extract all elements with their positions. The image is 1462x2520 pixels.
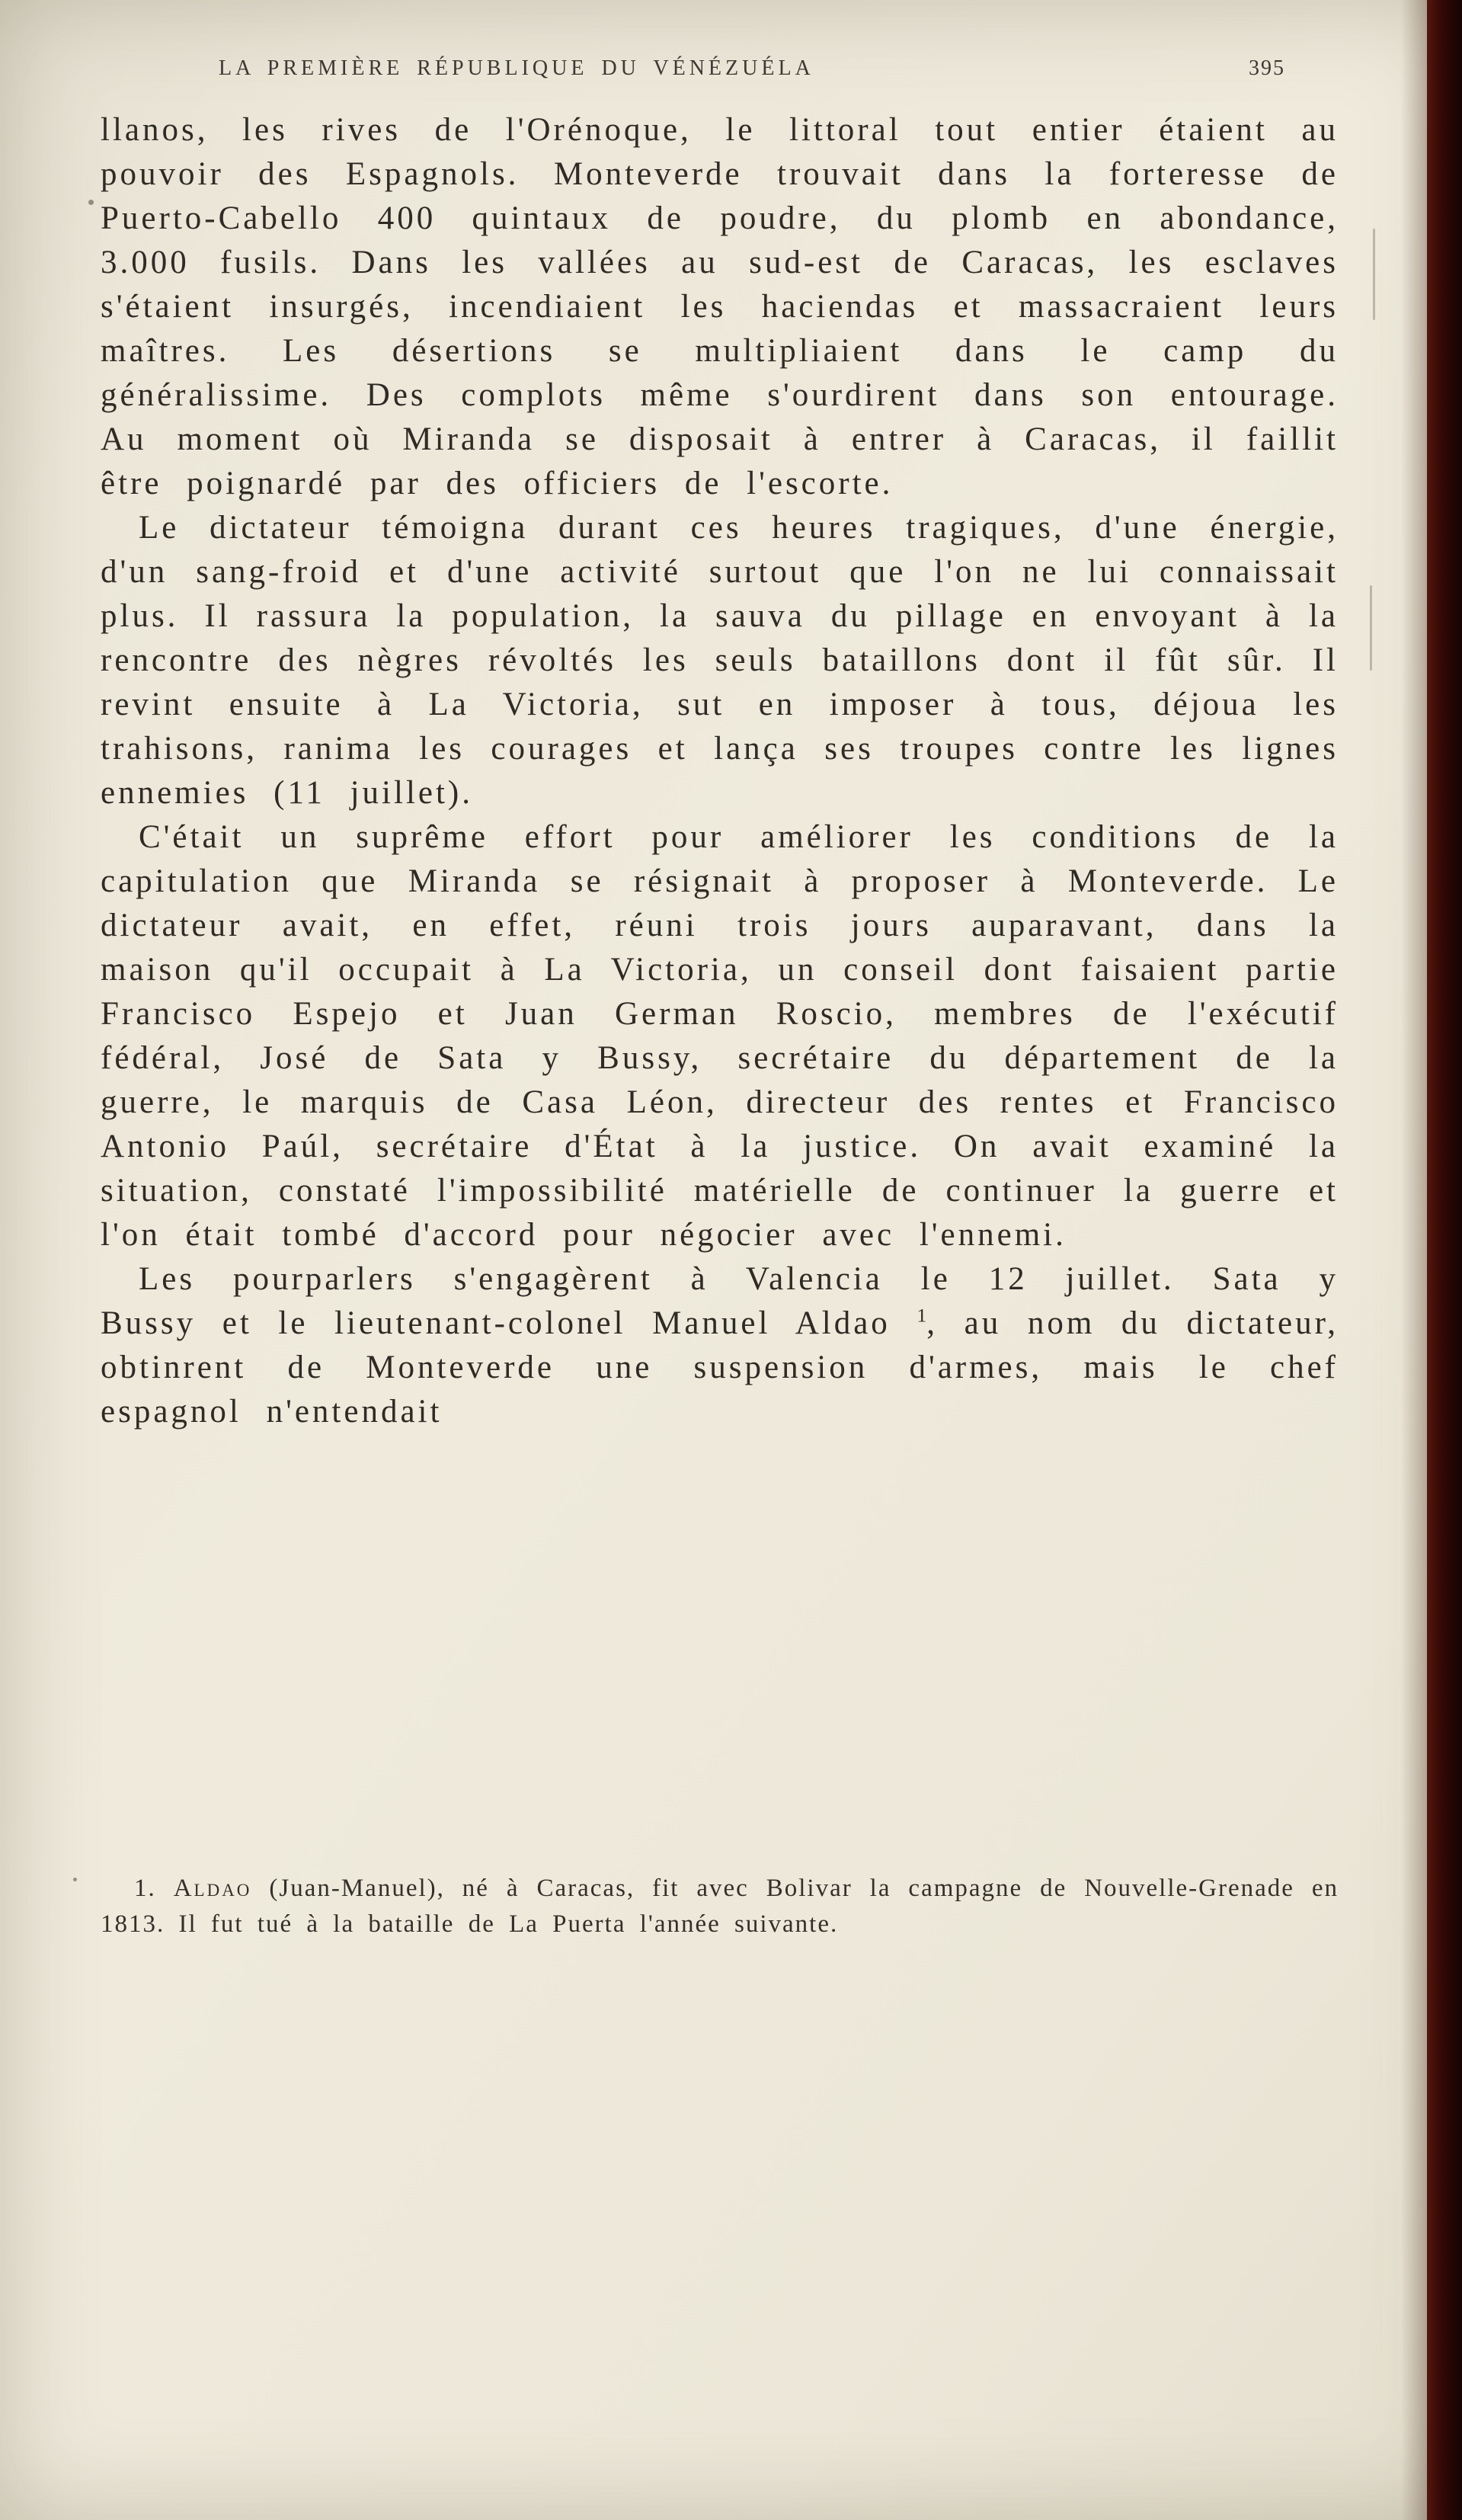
margin-mark [1370, 585, 1372, 671]
margin-mark [1373, 229, 1375, 320]
footnote-author-name: Aldao [173, 1875, 252, 1902]
running-header [101, 56, 1339, 87]
footnote-text: (Juan-Manuel), né à Caracas, fit avec Bolivar la campagne de Nouvelle-Grenade en 1813. Il fut tué à la bataille de La Puerta l'année suivante. [101, 1875, 1339, 1938]
paragraph [101, 1257, 1339, 1434]
ink-speck [88, 200, 94, 205]
paragraph-text: , au nom du dictateur, obtinrent de Monteverde une suspension d'armes, mais le chef espagnol n'entendait [101, 1305, 1339, 1430]
footnote [101, 1871, 1339, 1942]
paragraph-text: Les pourparlers s'engagèrent à Valencia le 12 juillet. Sata y Bussy et le lieutenant-colonel Manuel Aldao [101, 1261, 1339, 1341]
page-number: 395 [1249, 56, 1285, 80]
paragraph: C'était un suprême effort pour améliorer les conditions de la capitulation que Miranda se résignait à proposer à Monteverde. Le dictateur avait, en effet, réuni trois jours auparavant, dans la maison qu'il occupait à La Victoria, un conseil dont faisaient partie Francisco Espejo et Juan German Roscio, membres de l'exécutif fédéral, José de Sata y Bussy, secrétaire du département de la guerre, le marquis de Casa Léon, directeur des rentes et Francisco Antonio Paúl, secrétaire d'État à la justice. On avait examiné la situation, constaté l'impossibilité matérielle de continuer la guerre et l'on était tombé d'accord pour négocier avec l'ennemi. [101, 819, 1339, 1253]
book-binding-edge [1427, 0, 1462, 2520]
paragraph: llanos, les rives de l'Orénoque, le littoral tout entier étaient au pouvoir des Espagnols. Monteverde trouvait dans la forteresse de Puerto-Cabello 400 quintaux de poudre, du plomb en abondance, 3.000 fusils. Dans les vallées au sud-est de Caracas, les esclaves s'étaient insurgés, incendiaient les haciendas et massacraient leurs maîtres. Les désertions se multipliaient dans le camp du généralissime. Des complots même s'ourdirent dans son entourage. Au moment où Miranda se disposait à entrer à Caracas, il faillit être poignardé par des officiers de l'escorte. [101, 112, 1339, 501]
running-title: LA PREMIÈRE RÉPUBLIQUE DU VÉNÉZUÉLA [219, 56, 814, 80]
binding-shadow [1401, 0, 1427, 2520]
paragraph: Le dictateur témoigna durant ces heures tragiques, d'une énergie, d'un sang-froid et d'une activité surtout que l'on ne lui connaissait plus. Il rassura la population, la sauva du pillage en envoyant à la rencontre des nègres révoltés les seuls bataillons dont il fût sûr. Il revint ensuite à La Victoria, sut en imposer à tous, déjoua les trahisons, ranima les courages et lança ses troupes contre les lignes ennemies (11 juillet). [101, 510, 1339, 811]
ink-speck [73, 1878, 77, 1881]
footnote-number: 1. [134, 1875, 156, 1902]
footnote-ref: 1 [917, 1304, 927, 1327]
body-text [101, 108, 1339, 1434]
